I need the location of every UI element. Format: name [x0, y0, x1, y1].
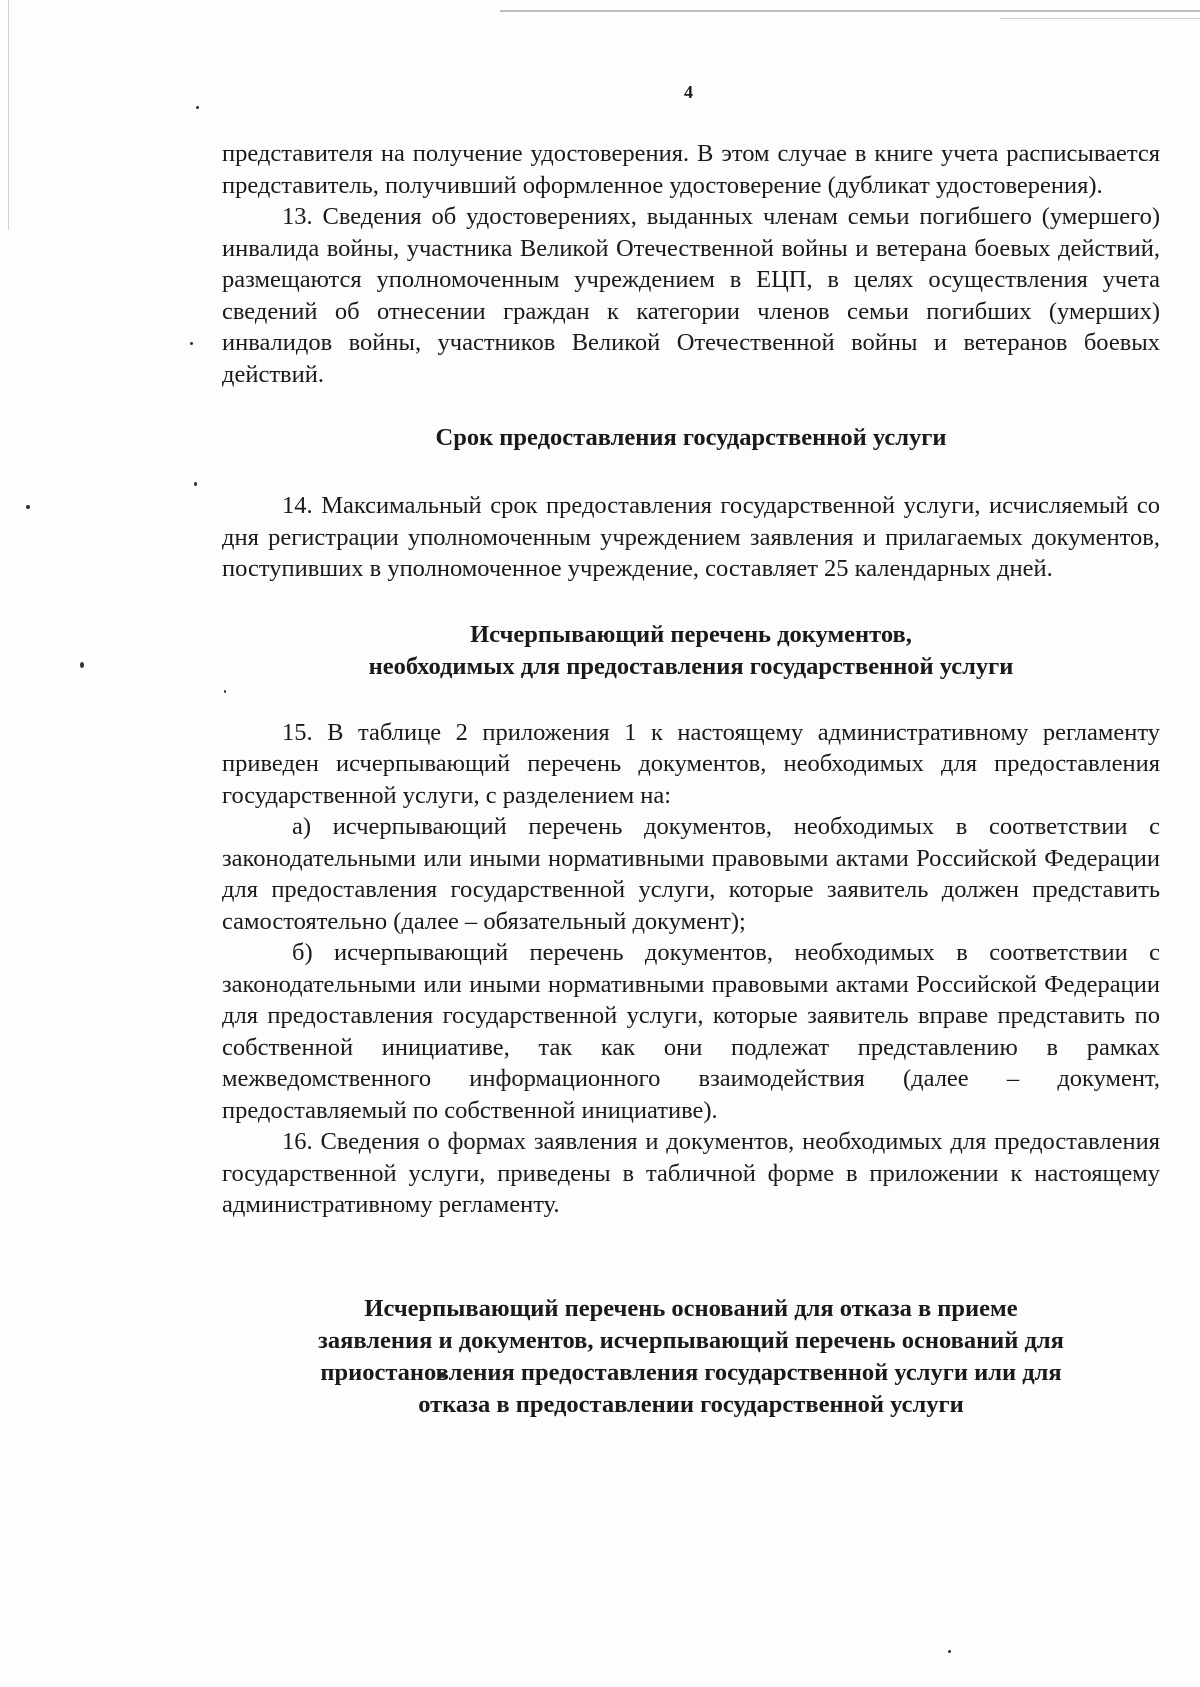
paragraph-13: 13. Сведения об удостоверениях, выданных членам семьи погибшего (умершего) инвалида войны, участника Великой Отечественной войны и ветерана боевых действий, размещаются уполномоченным учреждением в ЕЦП, в целях осуществления учета сведений об отнесении граждан к категории членов семьи погибших (умерших) инвалидов войны, участников Великой Отечественной войны и ветеранов боевых действий.: [222, 203, 1160, 388]
scan-artifact-edge: [8, 0, 9, 230]
heading-line: отказа в предоставлении государственной услуги: [418, 1390, 964, 1418]
document-body: [222, 138, 1160, 1421]
scan-speck: [80, 662, 84, 668]
page-number: 4: [684, 82, 693, 102]
paragraph-15-b: б) исчерпывающий перечень документов, необходимых в соответствии с законодательными или иными нормативными правовыми актами Российской Федерации для предоставления государственной услуги, которые заявитель вправе представить по собственной инициативе, так как они подлежат представлению в рамках межведомственного информационного взаимодействия (далее – документ, предоставляемый по собственной инициативе).: [222, 939, 1160, 1124]
paragraph-14: 14. Максимальный срок предоставления государственной услуги, исчисляемый со дня регистрации уполномоченным учреждением заявления и прилагаемых документов, поступивших в уполномоченное учреждение, составляет 25 календарных дней.: [222, 492, 1160, 582]
scan-speck: [196, 106, 199, 109]
heading-line: Исчерпывающий перечень документов,: [470, 620, 912, 648]
scan-speck: [190, 342, 193, 345]
paragraph-15-a: а) исчерпывающий перечень документов, необходимых в соответствии с законодательными или иными нормативными правовыми актами Российской Федерации для предоставления государственной услуги, которые заявитель должен представить самостоятельно (далее – обязательный документ);: [222, 813, 1160, 935]
scan-artifact-line: [1000, 18, 1200, 19]
heading-line: Исчерпывающий перечень оснований для отказа в приеме: [364, 1294, 1018, 1322]
heading-line: необходимых для предоставления государственной услуги: [368, 652, 1014, 680]
scan-artifact-line: [500, 10, 1200, 12]
paragraph-15: 15. В таблице 2 приложения 1 к настоящему административному регламенту приведен исчерпывающий перечень документов, необходимых для предоставления государственной услуги, с разделением на:: [222, 718, 1160, 809]
heading-documents-list: [222, 619, 1160, 683]
paragraph-12-continuation: представителя на получение удостоверения. В этом случае в книге учета расписывается представитель, получивший оформленное удостоверение (дубликат удостоверения).: [222, 140, 1160, 199]
heading-refusal-grounds: [222, 1293, 1160, 1421]
scan-speck: [948, 1650, 951, 1653]
heading-line: приостановления предоставления государственной услуги или для: [320, 1358, 1062, 1386]
paragraph-16: 16. Сведения о формах заявления и документов, необходимых для предоставления государственной услуги, приведены в табличной форме в приложении к настоящему административному регламенту.: [222, 1128, 1160, 1218]
heading-line: заявления и документов, исчерпывающий перечень оснований для: [318, 1326, 1064, 1354]
heading-service-term: Срок предоставления государственной услуги: [435, 424, 947, 451]
scan-speck: [26, 505, 30, 509]
scan-speck: [194, 482, 197, 486]
